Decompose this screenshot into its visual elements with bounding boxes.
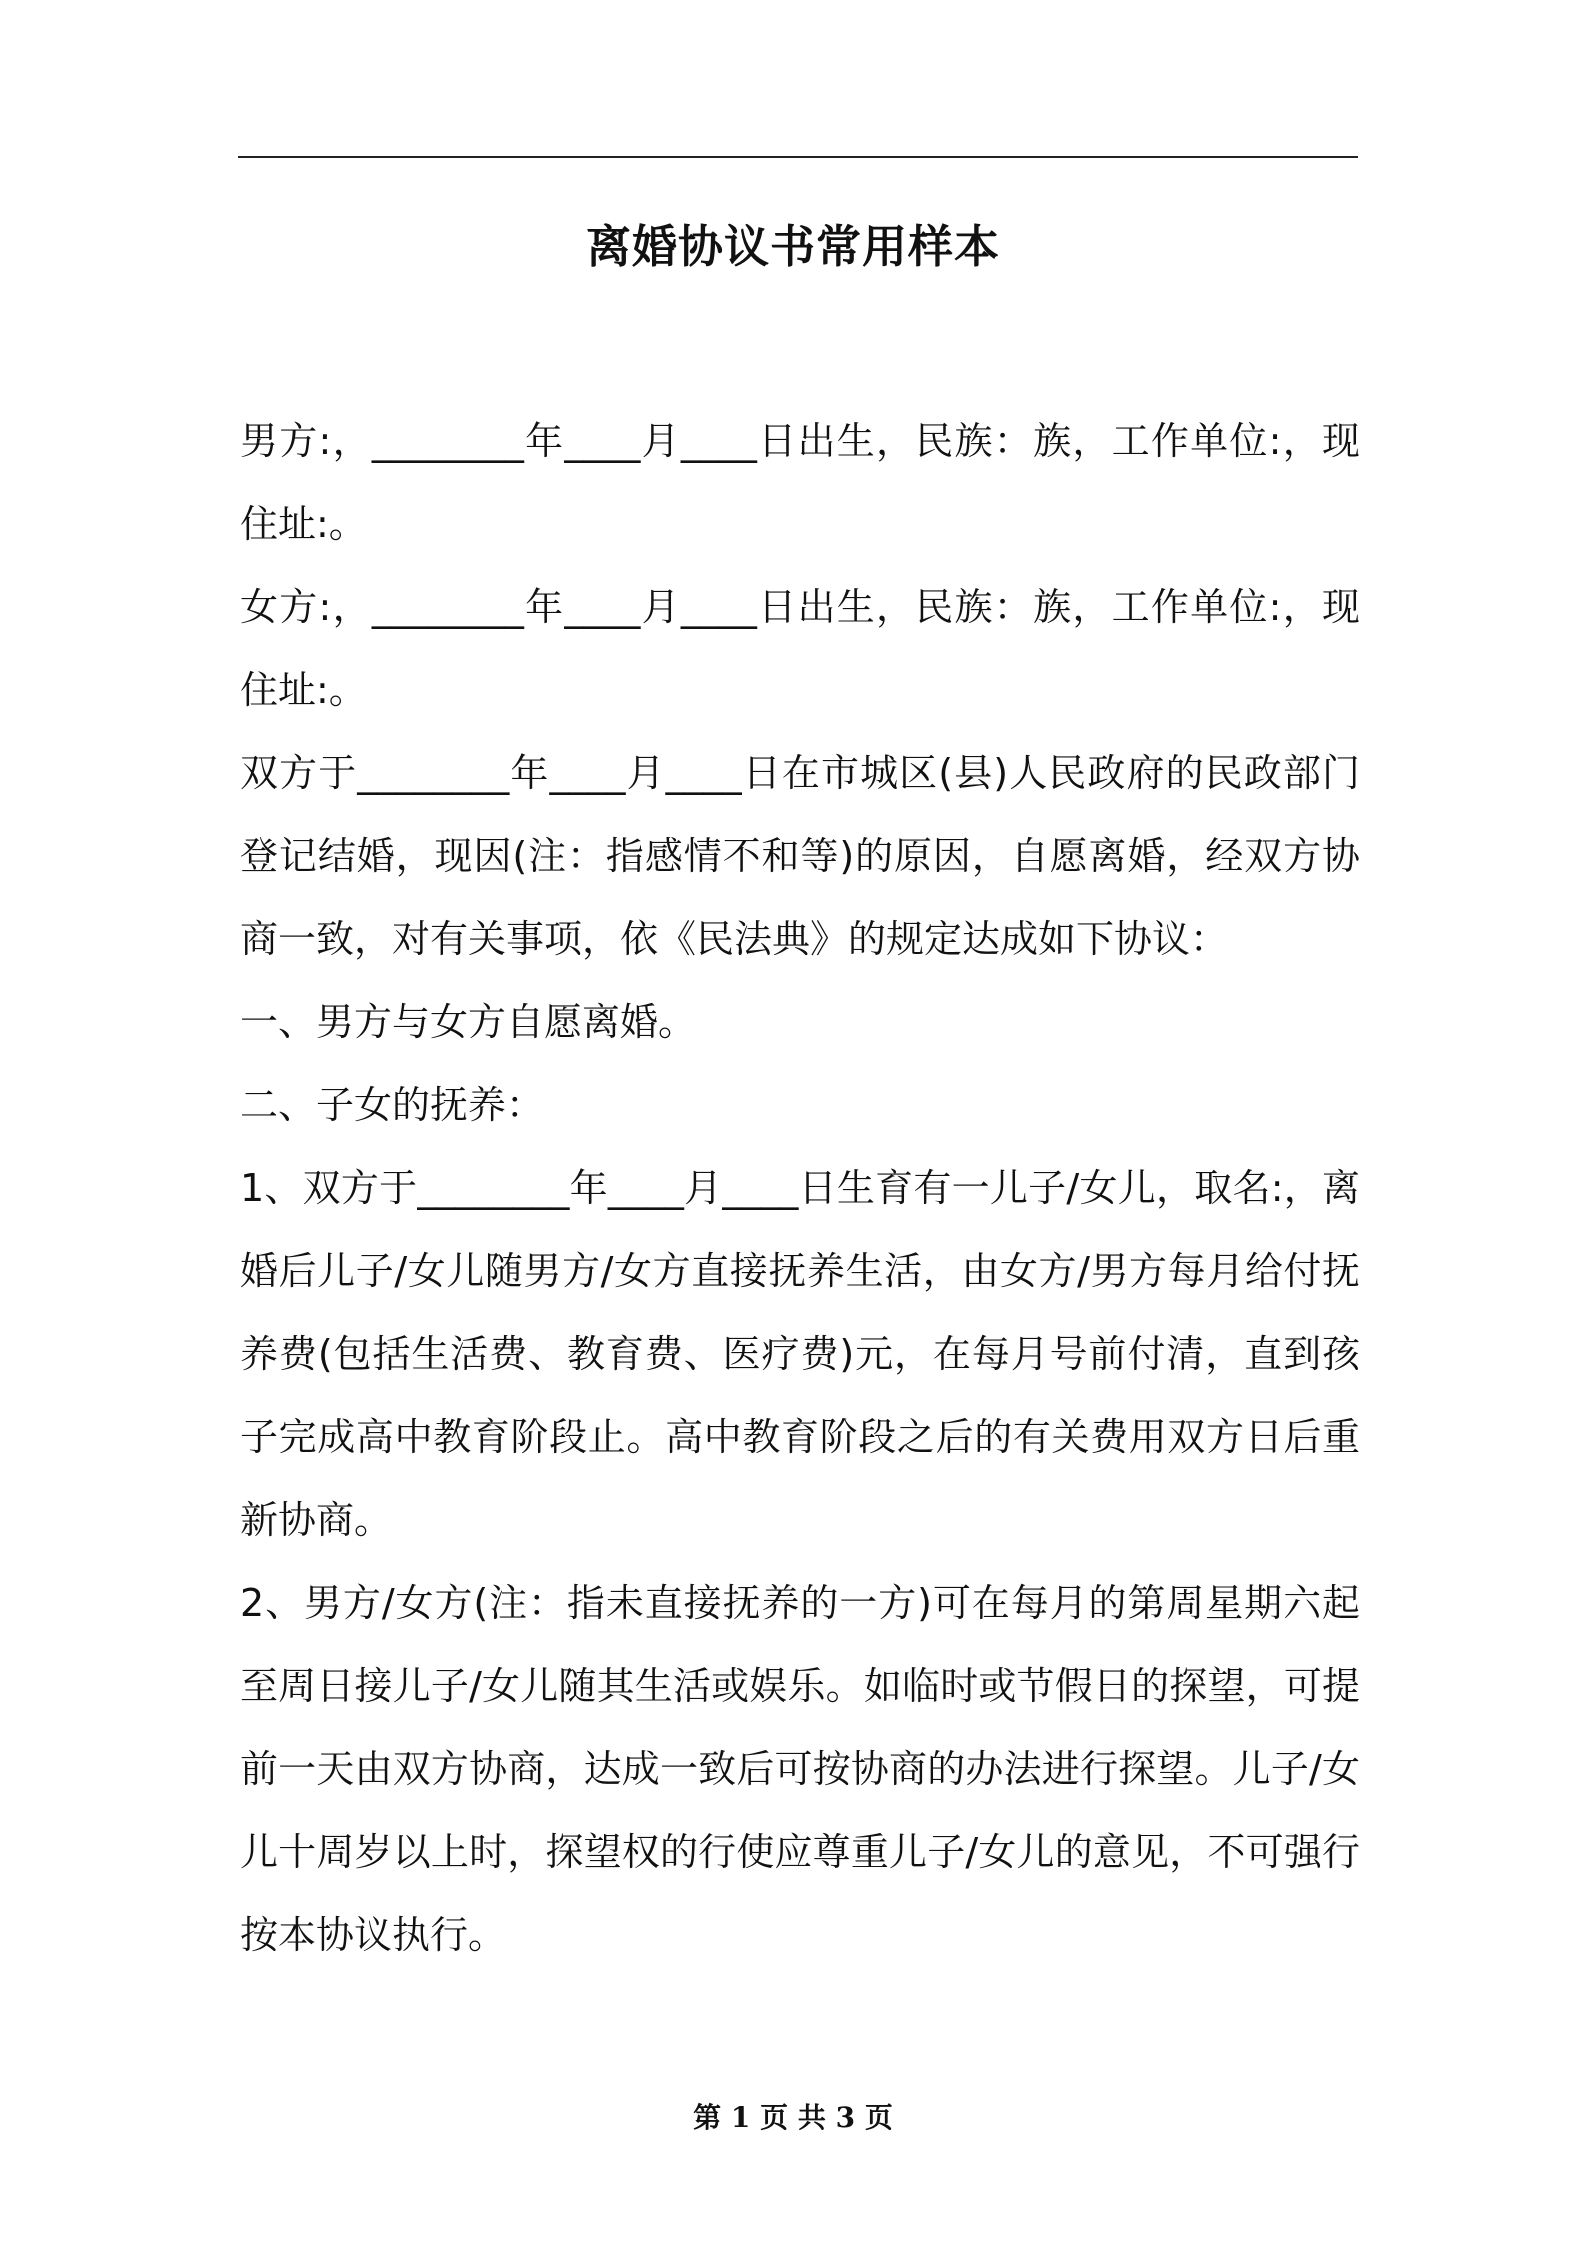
document-body [240,400,1360,1977]
clause-two-item-1: 1、双方于________年____月____日生育有一儿子/女儿，取名:，离婚后儿子/女儿随男方/女方直接抚养生活，由女方/男方每月给付抚养费(包括生活费、教育费、医疗费)元，在每月号前付清，直到孩子完成高中教育阶段止。高中教育阶段之后的有关费用双方日后重新协商。 [240,1166,1360,1542]
document-title: 离婚协议书常用样本 [585,220,1000,273]
header-rule [238,156,1358,158]
paragraph-husband-info: 男方:，________年____月____日出生，民族：族，工作单位:，现住址:。 [240,419,1360,546]
clause-two-heading: 二、子女的抚养： [240,1083,545,1127]
clause-two-item-2: 2、男方/女方(注：指未直接抚养的一方)可在每月的第周星期六起至周日接儿子/女儿随其生活或娱乐。如临时或节假日的探望，可提前一天由双方协商，达成一致后可按协商的办法进行探望。儿子/女儿十周岁以上时，探望权的行使应尊重儿子/女儿的意见，不可强行按本协议执行。 [240,1581,1360,1957]
paragraph-wife-info: 女方:，________年____月____日出生，民族：族，工作单位:，现住址:。 [240,585,1360,712]
clause-one: 一、男方与女方自愿离婚。 [240,1000,697,1044]
paragraph-marriage-registration: 双方于________年____月____日在市城区(县)人民政府的民政部门登记结婚，现因(注：指感情不和等)的原因，自愿离婚，经双方协商一致，对有关事项，依《民法典》的规定达成如下协议： [240,751,1360,961]
page-number-footer: 第 1 页 共 3 页 [693,2101,893,2134]
